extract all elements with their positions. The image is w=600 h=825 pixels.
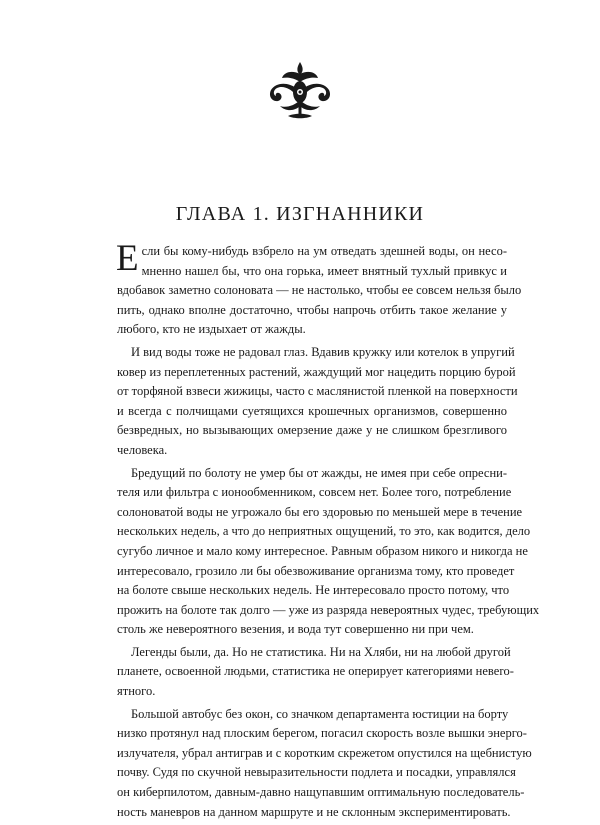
text-line: прожить на болоте так долго — уже из разряда невероятных чудес, требующих	[117, 602, 540, 617]
text-line: и всегда с полчищами суетящихся крошечных организмов, совершенно	[117, 403, 507, 418]
text-line: столь же невероятного везения, и вода тут совершенно ни при чем.	[117, 622, 474, 637]
drop-cap: Е	[116, 238, 139, 279]
text-line: ность маневров на данном маршруте и не склонным экспериментировать.	[117, 804, 511, 819]
text-line: человека.	[117, 442, 168, 457]
paragraph	[117, 343, 518, 461]
text-line: излучателя, убрал антиграв и с коротким скрежетом опустился на щебнистую	[117, 745, 532, 760]
text-line: планете, освоенной людьми, статистика не оперирует категориями невero-	[117, 664, 514, 679]
paragraph	[117, 705, 532, 823]
text-line: пить, однако вполне достаточно, чтобы напрочь отбить такое желание у	[117, 302, 507, 317]
text-line: вдобавок заметно солоновата — не настолько, чтобы ее совсем нельзя было	[117, 283, 522, 298]
paragraph	[117, 643, 514, 702]
paragraph	[117, 464, 540, 640]
text-line: Легенды были, да. Но не статистика. Ни на Хляби, ни на любой другой	[131, 644, 511, 659]
paragraph	[116, 238, 522, 340]
text-line: низко протянул над плоским берегом, погасил скорость возле вышки энерго-	[117, 726, 527, 741]
text-line: почву. Судя по скучной невыразительности подлета и посадки, управлялся	[117, 765, 516, 780]
text-line: любого, кто не издыхает от жажды.	[117, 322, 306, 337]
text-line: он киберпилотом, давным-давно нащупавшим оптимальную последователь-	[117, 785, 525, 800]
text-line: сугубо личное и мало кому интересное. Равным образом никого и никогда не	[117, 543, 528, 558]
text-line: безвредных, но вызывающих омерзение даже у не слишком брезгливого	[117, 423, 507, 438]
chapter-text	[116, 238, 540, 825]
text-line: Большой автобус без окон, со значком департамента юстиции на борту	[131, 706, 509, 721]
text-line: ятного.	[117, 684, 156, 699]
chapter-title: ГЛАВА 1. ИЗГНАННИКИ	[175, 203, 425, 225]
text-line: Бредущий по болоту не умер бы от жажды, не имея при себе опресни-	[131, 465, 507, 480]
text-line: теля или фильтра с ионообменником, совсем нет. Более того, потребление	[117, 485, 512, 500]
text-line: интересовало, грозило ли бы обезвоживание организма тому, кто проведет	[117, 563, 515, 578]
floral-ornament-icon	[266, 60, 334, 124]
text-line: солоноватой воды не угрожало бы его здоровью по меньшей мере в течение	[117, 504, 523, 519]
text-line: сли бы кому-нибудь взбрело на ум отведать здешней воды, он несо-	[141, 244, 507, 258]
text-line: ковер из переплетенных растений, жаждущий мог нацедить порцию бурой	[117, 364, 516, 379]
text-line: И вид воды тоже не радовал глаз. Вдавив кружку или котелок в упругий	[131, 344, 515, 359]
text-line: нескольких недель, а что до неприятных ощущений, то это, как водится, дело	[117, 524, 531, 539]
text-line: на болоте свыше нескольких недель. Не интересовало просто потому, что	[117, 583, 510, 598]
text-line: мненно нашел бы, что она горька, имеет внятный тухлый привкус и	[141, 263, 507, 278]
text-line: от торфяной взвеси жижицы, часто с маслянистой пленкой на поверхности	[117, 384, 518, 399]
